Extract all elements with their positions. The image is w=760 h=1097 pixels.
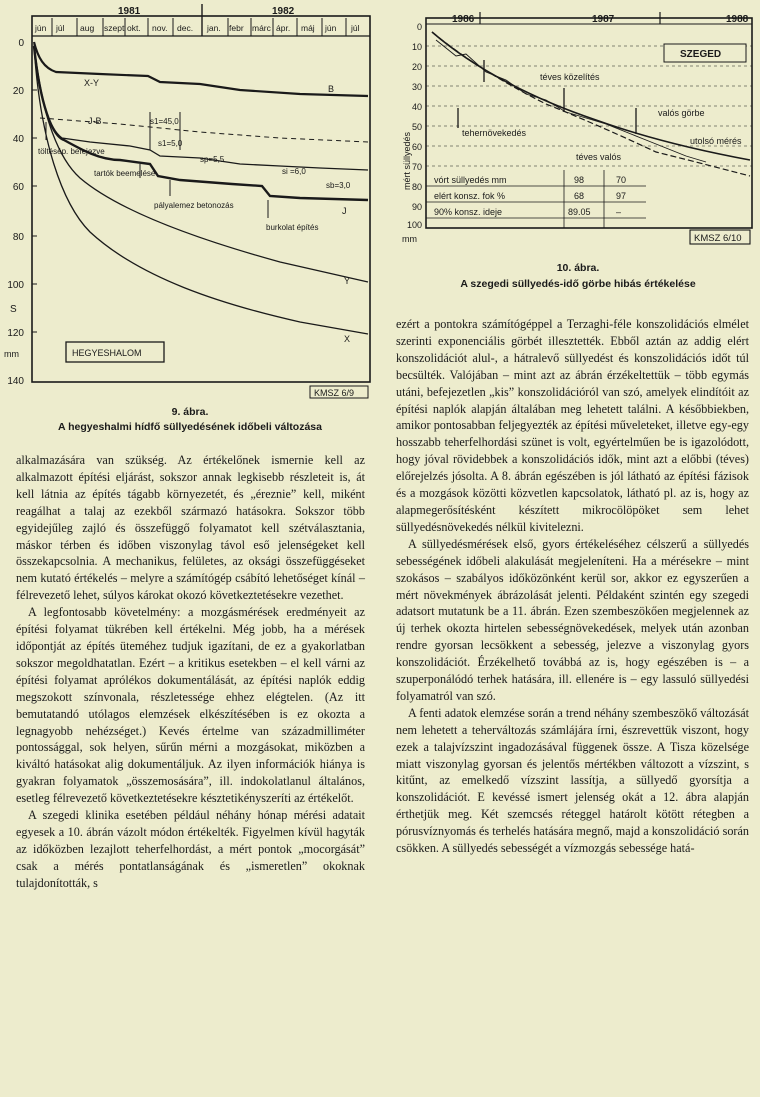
- paragraph: A süllyedésmérések első, gyors értékeléséhez célszerű a süllyedés sebességének időbeli alakulását megjeleníteni. Ha a mérésekre – mint szokásos – szabályos időközönként kerül sor, akkor ez egyszerűen a mért növekmények ábrázolását jelenti. Példaként szintén egy szegedi adatsort mutatunk be a 11. ábrán. Ezen szembeszökően megjelennek az új terhek okozta hirtelen sebességnövekedések, melyek után azonban rendre gyorsan lecsökkent a sebesség, jelezve a viszonylag gyors konszolidációt. Érzékelhető továbbá az is, hogy egészében is – a szuperponálódó terhek hatására, ill. ellenére is – egy lassuló süllyedési folyamatról van szó.: [396, 536, 749, 703]
- fig9-month: nov.: [152, 23, 168, 33]
- fig10-year: 1988: [726, 14, 749, 25]
- left-column: [16, 452, 365, 892]
- fig10-row-v2: –: [616, 207, 622, 217]
- fig9-note-sp: sp=5,5: [200, 155, 225, 164]
- fig9-month: ápr.: [276, 23, 291, 33]
- fig9-month: jún: [35, 23, 47, 33]
- fig9-label-jb: J-B: [88, 116, 102, 126]
- fig9-month: jan.: [207, 23, 221, 33]
- fig9-month: dec.: [177, 23, 194, 33]
- fig10-row-label: elért konsz. fok %: [434, 191, 506, 201]
- right-column: [396, 316, 749, 857]
- fig10-number: 10. ábra.: [556, 262, 600, 274]
- fig9-note-sb: sb=3,0: [326, 181, 351, 190]
- fig10-ytick: 10: [411, 42, 422, 52]
- fig9-year-1981: 1981: [118, 6, 141, 17]
- fig10-y-unit: mm: [402, 234, 417, 244]
- fig9-ytick: 20: [12, 86, 24, 97]
- fig9-note-si: si =6,0: [282, 167, 306, 176]
- fig10-row-label: 90% konsz. ideje: [434, 207, 503, 217]
- fig9-y-unit: mm: [4, 349, 19, 359]
- fig9-note-palya: pályalemez betonozás: [154, 201, 234, 210]
- fig10-y-label: mért süllyedés: [402, 131, 412, 190]
- curve-x: [34, 46, 368, 334]
- figure-10-graph: [396, 0, 760, 250]
- fig10-row-v1: 89.05: [568, 207, 591, 217]
- fig10-label-teves-kozelites: téves közelítés: [540, 72, 600, 82]
- fig9-ytick: 140: [7, 376, 24, 387]
- paragraph: alkalmazására van szükség. Az értékelőnek ismernie kell az alkalmazott építési eljárást, sokszor annak legkisebb részleteit is, át kell látnia az építés tágabb környezetét, és „éreznie” kell, miként reagálhat a talaj az ezekből származó hatásokra. Sokszor több egyidejűleg zajló és összefüggő folyamatot kell szétválasztania, máskor térben és időben viszonylag távol eső jelenségeket kell összekapcsolnia. A mechanikus, felületes, az oksági összefüggéseket nem kutató értékelés – melyre a számítógép csábító lehetőséget kínál – félrevezető lehet, súlyos károkat okozó következtetésekre vezethet.: [16, 453, 365, 603]
- fig9-note-tolt-text: töltésép. befejezve: [38, 147, 105, 156]
- fig9-note-s2: s1=5,0: [158, 139, 183, 148]
- fig10-ytick: 80: [411, 182, 422, 192]
- fig10-row-label: vórt süllyedés mm: [434, 175, 507, 185]
- fig9-month: szept: [104, 23, 125, 33]
- fig9-note-s1: s1=45,0: [150, 117, 179, 126]
- fig10-ytick: 30: [411, 82, 422, 92]
- fig10-label-teves-valos: téves valós: [576, 152, 622, 162]
- fig9-label-xy: X-Y: [84, 78, 100, 88]
- fig9-ytick: 120: [7, 328, 24, 339]
- fig9-ytick: 40: [12, 134, 24, 145]
- fig10-row-v1: 98: [574, 175, 585, 185]
- fig9-month: febr: [229, 23, 244, 33]
- fig10-ytick: 90: [411, 202, 422, 212]
- figure-10: [396, 0, 760, 250]
- fig9-title: A hegyeshalmi hídfő süllyedésének időbeli változása: [58, 421, 322, 433]
- fig9-note-burkolat: burkolat építés: [266, 223, 319, 232]
- fig10-row-v1: 68: [574, 191, 585, 201]
- figure-9-graph: [0, 0, 380, 400]
- curve-j: [34, 46, 368, 200]
- fig9-ytick: 60: [12, 182, 24, 193]
- fig9-y-letter: S: [10, 304, 17, 315]
- fig9-month: júl: [351, 23, 360, 33]
- fig9-label-x: X: [344, 334, 351, 344]
- fig9-month: márc: [252, 23, 271, 33]
- fig9-month: máj: [301, 23, 315, 33]
- fig9-label-y: Y: [344, 276, 351, 286]
- fig9-note-tolt: [38, 147, 105, 156]
- fig9-month: júl: [56, 23, 65, 33]
- fig9-month: jún: [325, 23, 337, 33]
- fig10-row-v2: 97: [616, 191, 627, 201]
- fig10-year: 1986: [452, 14, 475, 25]
- fig10-ytick: 100: [406, 220, 422, 230]
- paragraph: A szegedi klinika esetében például néhány hónap mérési adatait egyesek a 10. ábrán vázolt módon értékelték. Figyelmen kívül hagyták az időközben lezajlott teherfelhordást, a mért pontok „mocorgását” csak a mérés pontatlanságának és „ismeretlen” okoknak tulajdonították, s: [16, 808, 365, 890]
- figure-9: [0, 0, 380, 400]
- fig10-ytick: 70: [411, 162, 422, 172]
- fig10-place: SZEGED: [680, 49, 722, 60]
- fig10-ytick: 40: [411, 102, 422, 112]
- fig10-year: 1987: [592, 14, 615, 25]
- fig9-number: 9. ábra.: [171, 406, 209, 418]
- fig10-ytick: 60: [411, 142, 422, 152]
- fig9-label-b: B: [328, 84, 335, 94]
- fig9-year-1982: 1982: [272, 6, 295, 17]
- fig9-label-j: J: [342, 206, 347, 216]
- fig10-label-teher: tehernövekedés: [462, 128, 527, 138]
- fig10-ytick: 20: [411, 62, 422, 72]
- paragraph: ezért a pontokra számítógéppel a Terzaghi-féle konszolidációs elmélet szerinti exponenciális görbét illesztették. Ebből aztán az addig elért konszolidációt alul-, a hátralevő süllyedést és konszolidációs időt túl becsülték. Valójában – mint azt az ábrán érzékeltettük – több egymás utáni, befejezetlen „kis” konszolidációról van szó, amelyek elindítóit az építési naplók alapján általában meg lehetett találni. A későbbiekben, amikor pontosabban feljegyezték az építési műveleteket, illetve egy-egy hosszabb teherfelhordási szünet is volt, egyértelműen be is igazolódott, hogy jóval rövidebbek a konszolidációs idők, mint azt a előbbi (téves) előrejelzés jósolta. A 8. ábrán egészében is jól látható az építési fázisok és a mozgások közötti közvetlen kapcsolatok, látható pl. az is, hogy az alapmegerősítésként készített mikrocölöpöket sem lehet süllyedésnövekedés nélkül kivitelezni.: [396, 317, 749, 534]
- fig9-ytick: 100: [7, 280, 24, 291]
- fig10-ytick: 0: [416, 22, 422, 32]
- paragraph: A legfontosabb követelmény: a mozgásmérések eredményeit az építési folyamat tükrében kell értékelni. Még jobb, ha a mérések időpontját az építés üteméhez tudjuk igazítani, de ez a gyakorlatban sokszor megoldhatatlan. Ezért – a kritikus esetekben – el kell várni az építési folyamat aprólékos dokumentálását, az építési naplók eddig megszokott színvonala, részletessége ehhez elégtelen. (Az itt bemutatandó utólagos elemzések elkészítésében is ez okozta a legnagyobb nehézséget.) Kevés értelme van századmilliméter pontossággal, sok helyen, sűrűn mérni a mozgásokat, miközben a kiváltó hatásokat alig dokumentáljuk. Az ilyen információk hiánya is gyakran folyamatok „összemosására”, ill. indokolatlanul általános, esetleg félrevezető következtetésekre késztetikényszeríti az értékelőt.: [16, 605, 365, 806]
- fig10-kmsz: KMSZ 6/10: [694, 233, 742, 244]
- paragraph: A fenti adatok elemzése során a trend néhány szembeszökő változását nem lehetett a teherváltozás számlájára írni, észrevettük viszont, hogy ezek a talajvízszint ingadozásával függenek össze. A Tisza közelsége miatt viszonylag gyorsan és jelentős mértékben változott a vízszint, s kitűnt, az emelkedő vízszint lassítja, a süllyedő gyorsítja a konszolidációt. E kevéssé ismert jelenség okát a 12. ábra alapján érthetjük meg. Két szemcsés réteggel határolt kötött rétegben a pórusvíznyomás és terhelés hatására megnő, majd a konszolidáció során csökken. A süllyedés sebességét a vízmozgás sebessége hatá-: [396, 705, 749, 856]
- fig9-ytick: 0: [18, 38, 24, 49]
- fig10-label-utolso: utolsó mérés: [690, 136, 742, 146]
- fig10-title: A szegedi süllyedés-idő görbe hibás értékelése: [460, 278, 696, 290]
- fig10-label-valos-gorbe: valós görbe: [658, 108, 705, 118]
- fig9-box-label: HEGYESHALOM: [72, 348, 142, 358]
- fig10-ytick: 50: [411, 122, 422, 132]
- fig9-month: okt.: [127, 23, 141, 33]
- fig9-month: aug: [80, 23, 95, 33]
- fig10-row-v2: 70: [616, 175, 627, 185]
- fig9-kmsz: KMSZ 6/9: [314, 388, 355, 398]
- fig9-note-tartok: tartók beemelése: [94, 169, 156, 178]
- fig9-ytick: 80: [12, 232, 24, 243]
